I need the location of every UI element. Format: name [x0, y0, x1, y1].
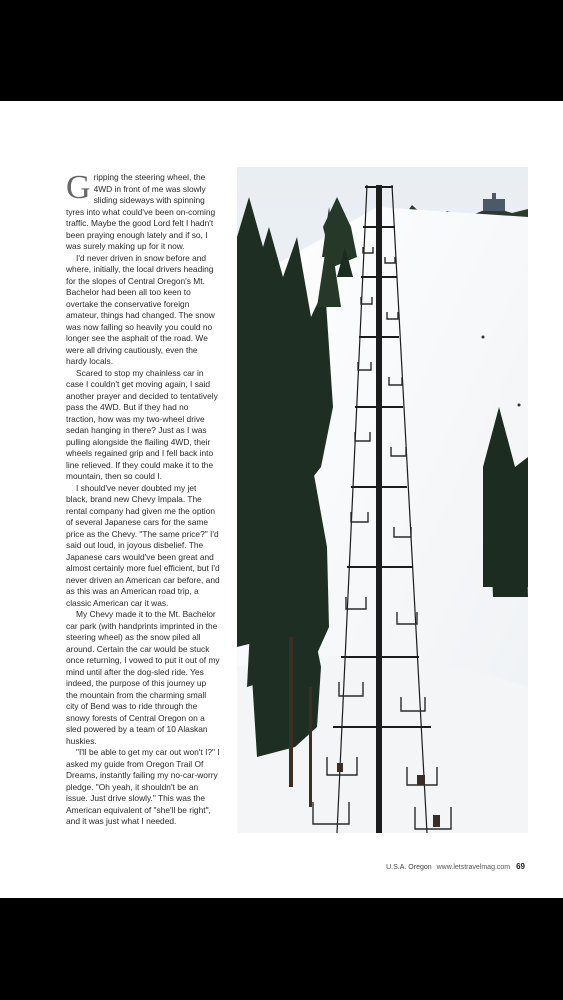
article-paragraph: My Chevy made it to the Mt. Bachelor car park (with handprints imprinted in the steering wheel) as the snow piled all around. Certain the car would be stuck once returning, I vowed to put it out of my mind until after the dog-sled ride. Yes indeed, the purpose of this journey up the mountain from the charming small city of Bend was to ride through the snowy forests of Central Oregon on a sled powered by a team of 10 Alaskan huskies.	[66, 609, 220, 746]
skier	[518, 404, 521, 407]
article-paragraph: I should've never doubted my jet black, brand new Chevy Impala. The rental company had given me the option of several Japanese cars for the same price as the Chevy. "The same price?" I'd said out loud, in joyous disbelief. The Japanese cars would've been great and almost certainly more fuel efficient, but I'd never driven an American car before, and as this was an American road trip, a classic American car it was.	[66, 482, 220, 608]
article-column	[66, 169, 220, 828]
footer-section: U.S.A. Oregon	[386, 864, 432, 871]
page-footer	[373, 862, 525, 871]
skier	[482, 336, 485, 339]
footer-website: www.letstravelmag.com	[436, 864, 511, 871]
ski-lift-illustration	[237, 167, 528, 833]
article-paragraph: I'd never driven in snow before and where, initially, the local drivers heading for the slopes of Central Oregon's Mt. Bachelor had been all too keen to overtake the conservative foreign amateur, things had changed. The snow was now falling so heavily you could no longer see the asphalt of the road. We were all driving cautiously, even the hardy locals.	[66, 252, 215, 366]
paragraph-text: ripping the steering wheel, the 4WD in front of me was slowly sliding sideways with spinning tyres into what could've been on-coming traffic. Maybe the good Lord felt I hadn't been praying enough lately and if so, I was surely making up for it now.	[66, 172, 216, 251]
drop-cap: G	[66, 169, 91, 206]
page-number: 69	[516, 862, 525, 871]
article-paragraph: "I'll be able to get my car out won't I?" I asked my guide from Oregon Trail Of Dreams, instantly failing my no-car-worry pledge. "Oh yeah, it shouldn't be an issue. Just drive slowly." This was the American equivalent of "she'll be right", and it was just what I needed.	[66, 747, 220, 826]
article-paragraph: Scared to stop my chainless car in case I couldn't get moving again, I said another prayer and decided to tentatively pass the 4WD. But if they had no traction, how was my two-wheel drive sedan hanging in there? Just as I was pulling alongside the flailing 4WD, their wheels regained grip and I fell back into line relieved. If they could make it to the mountain, then so could I.	[66, 367, 218, 481]
article-paragraph	[66, 169, 220, 253]
ski-lift-photo	[237, 167, 528, 833]
magazine-page	[0, 101, 563, 898]
